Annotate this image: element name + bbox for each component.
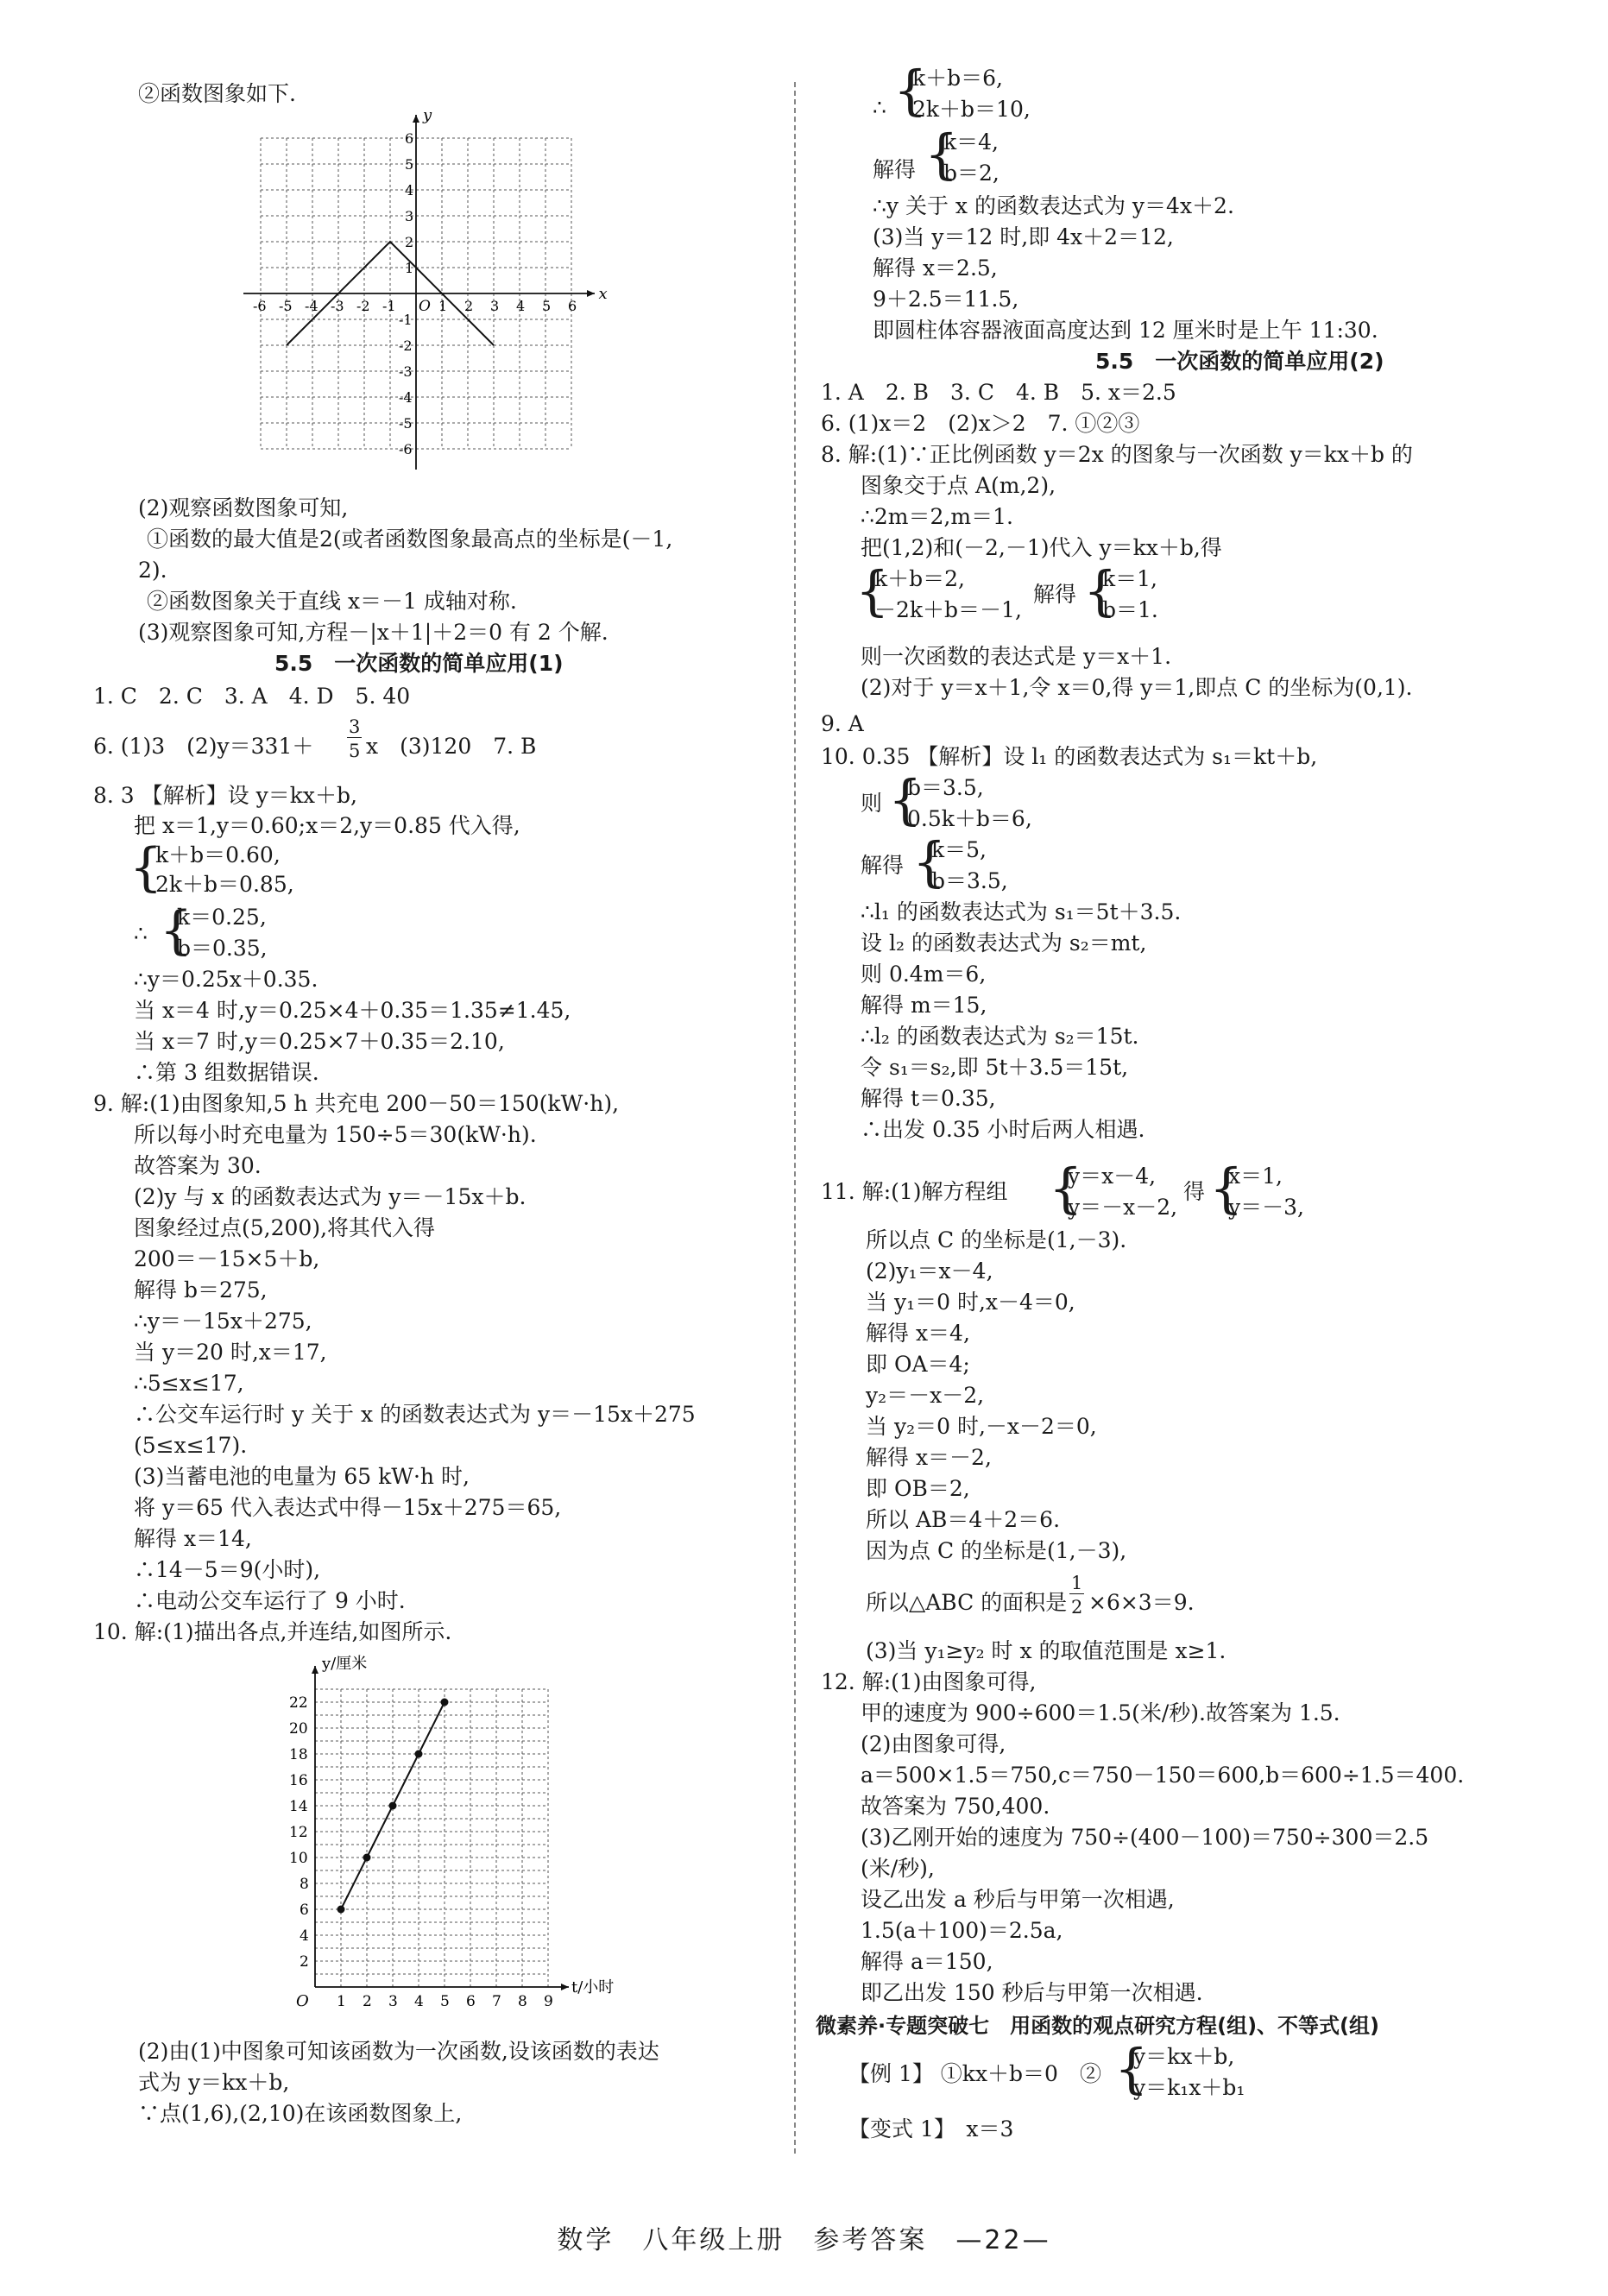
y-tick-label: 22 xyxy=(289,1694,308,1712)
answer-line: 11. 解:(1)解方程组 xyxy=(821,1179,1008,1204)
y-tick-label: -4 xyxy=(399,389,413,406)
y-tick-label: 6 xyxy=(300,1902,309,1919)
x-axis-label: x xyxy=(598,285,608,303)
x-tick-label: -1 xyxy=(382,298,396,314)
x-tick-label: -3 xyxy=(331,298,344,314)
text-line: k＝5, xyxy=(931,837,987,862)
text-line: (2)对于 y＝x＋1,令 x＝0,得 y＝1,即点 C 的坐标为(0,1). xyxy=(861,675,1413,700)
text-line: 得 xyxy=(1183,1179,1206,1204)
origin-label: O xyxy=(296,1992,309,2010)
text-line: ∴ xyxy=(873,95,886,120)
y-tick-label: 5 xyxy=(405,156,414,173)
y-tick-label: 8 xyxy=(300,1876,309,1893)
brace: { xyxy=(893,59,928,122)
answer-line: 9. 解:(1)由图象知,5 h 共充电 200－50＝150(kW·h), xyxy=(93,1091,620,1116)
text-line: 即乙出发 150 秒后与甲第一次相遇. xyxy=(861,1980,1203,2005)
text-line: b＝2, xyxy=(943,161,999,186)
x-tick-label: -6 xyxy=(253,298,267,314)
text-line: (3)当蓄电池的电量为 65 kW·h 时, xyxy=(134,1464,470,1489)
x-tick-label: 1 xyxy=(337,1993,346,2010)
fraction-numerator: 3 xyxy=(349,716,361,737)
text-line: ②函数图象如下. xyxy=(138,81,296,106)
text-line: 解得 t＝0.35, xyxy=(861,1086,996,1111)
text-line: ∴l₂ 的函数表达式为 s₂＝15t. xyxy=(861,1024,1139,1049)
text-line: 把(1,2)和(－2,－1)代入 y＝kx＋b,得 xyxy=(861,535,1222,560)
text-line: 2k＋b＝10, xyxy=(912,97,1031,122)
text-line: y＝k₁x＋b₁ xyxy=(1133,2075,1245,2100)
text-line: b＝3.5, xyxy=(931,868,1008,893)
text-line: k＋b＝2, xyxy=(874,566,966,591)
y-tick-label: -2 xyxy=(399,337,413,354)
x-tick-label: 5 xyxy=(440,1993,450,2010)
answer-line: 10. 解:(1)描出各点,并连结,如图所示. xyxy=(93,1619,452,1644)
text-line: 即 OB＝2, xyxy=(866,1476,970,1501)
x-tick-label: 2 xyxy=(464,298,474,314)
text-line: 所以每小时充电量为 150÷5＝30(kW·h). xyxy=(134,1122,537,1147)
y-tick-label: 4 xyxy=(300,1927,309,1945)
origin-label: O xyxy=(419,298,431,315)
fraction-denominator: 5 xyxy=(349,741,361,761)
text-line: k＝4, xyxy=(943,129,999,155)
text-line: (2)由(1)中图象可知该函数为一次函数,设该函数的表达 xyxy=(138,2039,659,2064)
text-line: ∴y 关于 x 的函数表达式为 y＝4x＋2. xyxy=(873,193,1234,218)
y-tick-label: 1 xyxy=(405,260,414,276)
text-line: y₂＝－x－2, xyxy=(866,1383,985,1408)
text-line: ∴ xyxy=(134,921,148,946)
text-line: k＝1, xyxy=(1102,566,1158,591)
y-tick-label: 2 xyxy=(300,1953,309,1971)
text-line: ②函数图象关于直线 x＝－1 成轴对称. xyxy=(147,589,517,614)
y-tick-label: -6 xyxy=(399,441,413,457)
text-line: 解得 xyxy=(1033,582,1077,607)
text-line: (2)y₁＝x－4, xyxy=(866,1258,993,1284)
brace: { xyxy=(888,768,923,831)
y-tick-label: -5 xyxy=(399,415,413,432)
text-line: 0.5k＋b＝6, xyxy=(907,806,1032,831)
text-line: 200＝－15×5＋b, xyxy=(134,1246,320,1271)
brace: { xyxy=(1114,2037,1149,2100)
brace: { xyxy=(1049,1157,1083,1220)
text-line: (2)观察函数图象可知, xyxy=(138,495,349,520)
text-line: 解得 x＝14, xyxy=(134,1526,252,1551)
text-line: ∵点(1,6),(2,10)在该函数图象上, xyxy=(138,2101,463,2126)
text-line: 解得 b＝275, xyxy=(134,1277,268,1303)
y-tick-label: 18 xyxy=(289,1746,308,1763)
y-axis-label: y xyxy=(423,108,432,124)
text-line: 设 l₂ 的函数表达式为 s₂＝mt, xyxy=(861,930,1147,956)
x-axis-arrow xyxy=(587,290,595,297)
text-line: 则 0.4m＝6, xyxy=(861,962,987,987)
text-line: ∴第 3 组数据错误. xyxy=(134,1060,319,1085)
x-tick-label: 4 xyxy=(516,298,526,314)
x-tick-label: 6 xyxy=(466,1993,476,2010)
x-tick-label: 5 xyxy=(542,298,552,314)
text-line: 1.5(a＋100)＝2.5a, xyxy=(861,1918,1063,1943)
text-line: 因为点 C 的坐标是(1,－3), xyxy=(866,1538,1127,1563)
x-tick-label: -2 xyxy=(356,298,370,314)
y-tick-label: 10 xyxy=(289,1850,308,1867)
x-tick-label: 1 xyxy=(438,298,448,314)
text-line: ∴5≤x≤17, xyxy=(134,1371,244,1396)
x-axis-label: t/小时 xyxy=(571,1978,615,1996)
text-line: ①函数的最大值是2(或者函数图象最高点的坐标是(－1, xyxy=(147,527,673,552)
function-graph-abs xyxy=(243,108,623,475)
answer-line: x (3)120 7. B xyxy=(366,734,537,759)
data-point xyxy=(363,1854,371,1862)
section-title: 5.5 一次函数的简单应用(2) xyxy=(1095,349,1384,374)
answer-line: 8. 解:(1)∵正比例函数 y＝2x 的图象与一次函数 y＝kx＋b 的 xyxy=(821,442,1413,467)
text-line: 当 x＝7 时,y＝0.25×7＋0.35＝2.10, xyxy=(134,1029,505,1054)
answer-line: 6. (1)x＝2 (2)x＞2 7. ①②③ xyxy=(821,411,1140,436)
answer-line: 9. A xyxy=(821,711,864,736)
text-line: (3)观察图象可知,方程－|x＋1|＋2＝0 有 2 个解. xyxy=(138,620,609,645)
y-tick-label: 14 xyxy=(289,1798,308,1815)
y-axis-label: y/厘米 xyxy=(322,1655,368,1673)
y-tick-label: 16 xyxy=(289,1772,308,1789)
fraction-numerator: 1 xyxy=(1071,1573,1083,1593)
text-line: 图象交于点 A(m,2), xyxy=(861,473,1056,498)
text-line: 【变式 1】 x＝3 xyxy=(848,2116,1014,2141)
text-line: b＝1. xyxy=(1102,597,1158,622)
brace: { xyxy=(912,830,947,893)
text-line: (2)由图象可得, xyxy=(861,1731,1006,1757)
text-line: ∴公交车运行时 y 关于 x 的函数表达式为 y＝－15x＋275 xyxy=(134,1402,696,1427)
text-line: 故答案为 30. xyxy=(134,1153,262,1178)
x-tick-label: -5 xyxy=(279,298,293,314)
text-line: 式为 y＝kx＋b, xyxy=(138,2070,290,2095)
text-line: 2). xyxy=(138,558,167,583)
data-point xyxy=(441,1699,449,1706)
text-line: (2)y 与 x 的函数表达式为 y＝－15x＋b. xyxy=(134,1184,527,1209)
text-line: 所以 AB＝4＋2＝6. xyxy=(866,1507,1061,1532)
text-line: 即 OA＝4; xyxy=(866,1352,970,1377)
y-tick-label: 12 xyxy=(289,1824,308,1841)
text-line: y＝－3, xyxy=(1228,1195,1304,1220)
text-line: 则一次函数的表达式是 y＝x＋1. xyxy=(861,644,1172,669)
text-line: 解得 a＝150, xyxy=(861,1949,993,1974)
text-line: (米/秒), xyxy=(861,1856,935,1881)
text-line: 解得 xyxy=(861,853,905,878)
text-line: 当 y₂＝0 时,－x－2＝0, xyxy=(866,1414,1097,1439)
answer-line: 10. 0.35 【解析】设 l₁ 的函数表达式为 s₁＝kt＋b, xyxy=(821,744,1318,769)
text-line: 所以点 C 的坐标是(1,－3). xyxy=(866,1227,1127,1252)
x-tick-label: 8 xyxy=(518,1993,527,2010)
text-line: ∴14－5＝9(小时), xyxy=(134,1557,321,1582)
section-title: 5.5 一次函数的简单应用(1) xyxy=(274,651,564,676)
x-tick-label: -4 xyxy=(305,298,318,314)
text-line: y＝kx＋b, xyxy=(1133,2044,1235,2069)
y-tick-label: 3 xyxy=(405,208,414,224)
text-line: (3)乙刚开始的速度为 750÷(400－100)＝750÷300＝2.5 xyxy=(861,1825,1429,1850)
data-point xyxy=(389,1802,397,1810)
text-line: 【例 1】 ①kx＋b＝0 ② xyxy=(848,2061,1101,2086)
y-tick-label: 2 xyxy=(405,234,414,250)
text-line: k＝0.25, xyxy=(177,905,267,930)
text-line: 设乙出发 a 秒后与甲第一次相遇, xyxy=(861,1887,1175,1912)
y-axis-arrow xyxy=(413,115,419,123)
x-tick-label: 7 xyxy=(492,1993,501,2010)
text-line: 故答案为 750,400. xyxy=(861,1794,1050,1819)
text-line: 甲的速度为 900÷600＝1.5(米/秒).故答案为 1.5. xyxy=(861,1700,1340,1725)
y-tick-label: 4 xyxy=(405,182,414,199)
text-line: 解得 x＝2.5, xyxy=(873,255,998,281)
y-tick-label: -3 xyxy=(399,363,413,380)
answer-line: 8. 3 【解析】设 y＝kx＋b, xyxy=(93,783,357,808)
x-tick-label: 9 xyxy=(544,1993,553,2010)
text-line: ∴l₁ 的函数表达式为 s₁＝5t＋3.5. xyxy=(861,899,1182,924)
text-line: 当 x＝4 时,y＝0.25×4＋0.35＝1.35≠1.45, xyxy=(134,998,571,1023)
text-line: (3)当 y₁≥y₂ 时 x 的取值范围是 x≥1. xyxy=(866,1638,1226,1663)
answer-line: 1. A 2. B 3. C 4. B 5. x＝2.5 xyxy=(821,380,1176,405)
x-tick-label: 6 xyxy=(568,298,577,314)
brace: { xyxy=(129,837,163,898)
text-line: y＝x－4, xyxy=(1068,1164,1157,1189)
text-line: b＝0.35, xyxy=(177,936,268,961)
brace: { xyxy=(160,900,193,961)
x-tick-label: 2 xyxy=(363,1993,372,2010)
brace: { xyxy=(1209,1157,1244,1220)
data-point xyxy=(337,1906,345,1914)
text-line: k＋b＝0.60, xyxy=(155,842,281,867)
text-line: ∴y＝－15x＋275, xyxy=(134,1309,312,1334)
y-tick-label: 20 xyxy=(289,1720,308,1738)
text-line: 解得 x＝4, xyxy=(866,1321,970,1346)
text-line: 当 y₁＝0 时,x－4＝0, xyxy=(866,1290,1075,1315)
answer-line: 1. C 2. C 3. A 4. D 5. 40 xyxy=(93,684,411,709)
brace: { xyxy=(924,123,959,186)
x-tick-label: 4 xyxy=(414,1993,424,2010)
text-line: ∴y＝0.25x＋0.35. xyxy=(134,967,318,992)
text-line: ×6×3＝9. xyxy=(1088,1590,1195,1615)
topic-heading: 微素养·专题突破七 用函数的观点研究方程(组)、不等式(组) xyxy=(816,2014,1379,2038)
text-line: 把 x＝1,y＝0.60;x＝2,y＝0.85 代入得, xyxy=(134,813,520,838)
y-axis-arrow xyxy=(312,1666,318,1674)
y-tick-label: -1 xyxy=(399,312,413,328)
text-line: k＋b＝6, xyxy=(912,66,1004,91)
text-line: 解得 m＝15, xyxy=(861,993,987,1018)
page-footer: 数学 八年级上册 参考答案 —22— xyxy=(557,2225,1051,2255)
y-tick-label: 6 xyxy=(405,130,414,147)
data-point xyxy=(415,1750,423,1758)
text-line: 则 xyxy=(861,791,883,816)
text-line: b＝3.5, xyxy=(907,775,984,800)
text-line: －2k＋b＝－1, xyxy=(874,597,1022,622)
text-line: ∴2m＝2,m＝1. xyxy=(861,504,1013,529)
text-line: 令 s₁＝s₂,即 5t＋3.5＝15t, xyxy=(861,1055,1129,1080)
text-line: 所以△ABC 的面积是 xyxy=(866,1590,1068,1615)
text-line: ∴电动公交车运行了 9 小时. xyxy=(134,1588,406,1613)
x-tick-label: 3 xyxy=(490,298,500,314)
text-line: 图象经过点(5,200),将其代入得 xyxy=(134,1215,436,1240)
text-line: ∴出发 0.35 小时后两人相遇. xyxy=(861,1117,1145,1142)
text-line: y＝－x－2, xyxy=(1068,1195,1178,1220)
text-line: x＝1, xyxy=(1228,1164,1283,1189)
x-axis-arrow xyxy=(561,1984,569,1990)
text-line: 2k＋b＝0.85, xyxy=(155,872,294,897)
text-line: 9＋2.5＝11.5, xyxy=(873,287,1019,312)
answer-line: 6. (1)3 (2)y＝331＋ xyxy=(93,734,314,759)
line-chart-height xyxy=(276,1650,656,2022)
answer-line: 12. 解:(1)由图象可得, xyxy=(821,1669,1037,1694)
text-line: a＝500×1.5＝750,c＝750－150＝600,b＝600÷1.5＝400. xyxy=(861,1763,1465,1788)
text-line: 即圆柱体容器液面高度达到 12 厘米时是上午 11:30. xyxy=(873,318,1378,343)
text-line: 解得 xyxy=(873,157,917,182)
brace: { xyxy=(1083,559,1118,622)
text-line: 将 y＝65 代入表达式中得－15x＋275＝65, xyxy=(134,1495,562,1520)
text-line: 当 y＝20 时,x＝17, xyxy=(134,1340,327,1365)
column-divider xyxy=(794,82,796,2154)
text-line: 解得 x＝－2, xyxy=(866,1445,992,1470)
brace: { xyxy=(855,559,890,622)
fraction-denominator: 2 xyxy=(1071,1597,1083,1618)
text-line: (3)当 y＝12 时,即 4x＋2＝12, xyxy=(873,224,1174,249)
text-line: (5≤x≤17). xyxy=(134,1433,248,1458)
x-tick-label: 3 xyxy=(388,1993,398,2010)
